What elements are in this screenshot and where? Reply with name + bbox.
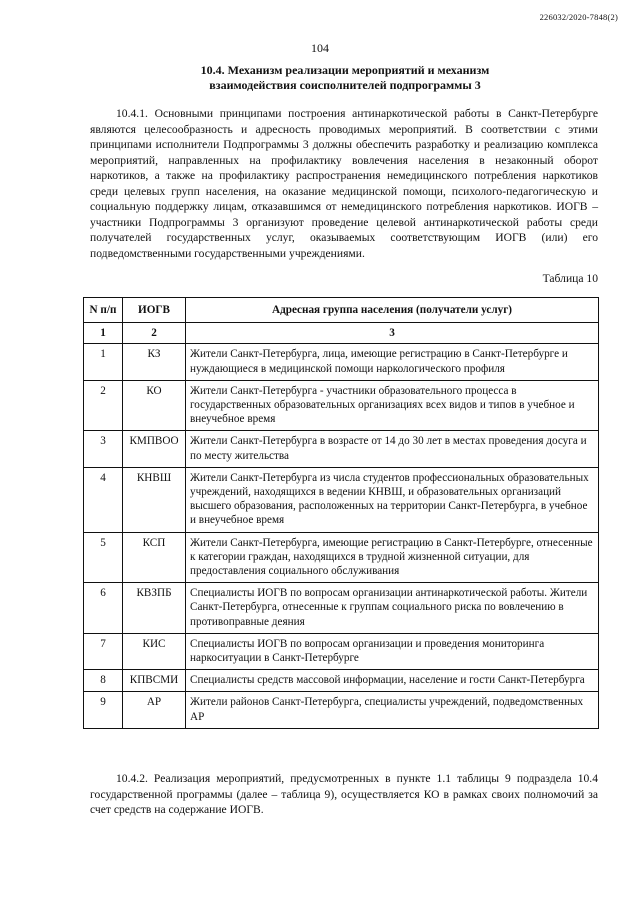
document-number: 226032/2020-7848(2)	[539, 12, 618, 22]
index-col-3: 3	[186, 323, 599, 344]
row-group: Жители Санкт-Петербурга в возрасте от 14 до 30 лет в местах проведения досуга и по месту жительства	[186, 431, 599, 467]
table-index-row	[84, 323, 599, 344]
table-caption: Таблица 10	[542, 272, 598, 285]
row-number: 5	[84, 532, 123, 583]
section-title-line-2: взаимодействия соисполнителей подпрограммы 3	[209, 78, 481, 92]
header-iogv: ИОГВ	[123, 298, 186, 323]
section-title-line-1: 10.4. Механизм реализации мероприятий и механизм	[200, 63, 490, 77]
index-col-2: 2	[123, 323, 186, 344]
row-number: 1	[84, 344, 123, 380]
section-heading	[90, 63, 600, 93]
row-iogv: КЗ	[123, 344, 186, 380]
row-number: 3	[84, 431, 123, 467]
paragraph-10-4-2-text: 10.4.2. Реализация мероприятий, предусмотренных в пункте 1.1 таблицы 9 подраздела 10.4 государственной программы (далее – таблица 9), осуществляется КО в рамках своих полномочий за счет средств на содержание ИОГВ.	[90, 772, 598, 816]
paragraph-10-4-1-text: 10.4.1. Основными принципами построения антинаркотической работы в Санкт-Петербурге являются целесообразность и адресность проводимых мероприятий. В соответствии с этими принципами исполнители Подпрограммы 3 должны обеспечить разработку и реализацию комплекса мероприятий, направленных на профилактику вовлечения населения в незаконный оборот наркотиков, а также на профилактику распространения немедицинского потребления наркотиков среди целевых групп населения, на оказание медицинской помощи, психолого-педагогическую и социальную поддержку лицам, отказавшимся от немедицинского потребления наркотиков. ИОГВ – участники Подпрограммы 3 организуют проведение целевой антинаркотической работы среди получателей государственных услуг, оказываемых соответствующим ИОГВ (или) его подведомственными государственными учреждениями.	[90, 107, 598, 260]
row-number: 8	[84, 670, 123, 692]
row-number: 2	[84, 380, 123, 431]
row-iogv: КСП	[123, 532, 186, 583]
row-iogv: КИС	[123, 633, 186, 669]
row-group: Специалисты ИОГВ по вопросам организации антинаркотической работы. Жители Санкт-Петербурга, отнесенные к группам социального риска по вовлечению в противоправные деяния	[186, 583, 599, 634]
row-number: 4	[84, 467, 123, 532]
paragraph-10-4-1	[90, 106, 598, 261]
row-group: Жители Санкт-Петербурга - участники образовательного процесса в государственных образовательных организациях всех видов и типов в учебное и внеучебное время	[186, 380, 599, 431]
header-group: Адресная группа населения (получатели услуг)	[186, 298, 599, 323]
index-col-1: 1	[84, 323, 123, 344]
header-number: N п/п	[84, 298, 123, 323]
addressee-table	[83, 297, 599, 729]
row-group: Жители Санкт-Петербурга, имеющие регистрацию в Санкт-Петербурге, отнесенные к категории граждан, находящихся в трудной жизненной ситуации, для предоставления социального обслуживания	[186, 532, 599, 583]
table-row	[84, 532, 599, 583]
row-iogv: КНВШ	[123, 467, 186, 532]
table-row	[84, 583, 599, 634]
table-row	[84, 431, 599, 467]
row-group: Специалисты ИОГВ по вопросам организации и проведения мониторинга наркоситуации в Санкт-Петербурге	[186, 633, 599, 669]
table-row	[84, 670, 599, 692]
row-iogv: АР	[123, 692, 186, 728]
table-row	[84, 633, 599, 669]
row-group: Жители Санкт-Петербурга, лица, имеющие регистрацию в Санкт-Петербурге и нуждающиеся в медицинской помощи наркологического профиля	[186, 344, 599, 380]
table-row	[84, 692, 599, 728]
row-number: 9	[84, 692, 123, 728]
row-iogv: КО	[123, 380, 186, 431]
table-row	[84, 344, 599, 380]
table-row	[84, 467, 599, 532]
row-number: 6	[84, 583, 123, 634]
row-group: Жители районов Санкт-Петербурга, специалисты учреждений, подведомственных АР	[186, 692, 599, 728]
row-group: Жители Санкт-Петербурга из числа студентов профессиональных образовательных учреждений, находящихся в ведении КНВШ, и образовательных организаций высшего образования, расположенных на территории Санкт-Петербурга, в учебное и внеучебное время	[186, 467, 599, 532]
row-number: 7	[84, 633, 123, 669]
table-row	[84, 380, 599, 431]
table-header-row	[84, 298, 599, 323]
row-iogv: КВЗПБ	[123, 583, 186, 634]
paragraph-10-4-2	[90, 771, 598, 818]
row-group: Специалисты средств массовой информации, население и гости Санкт-Петербурга	[186, 670, 599, 692]
row-iogv: КПВСМИ	[123, 670, 186, 692]
row-iogv: КМПВОО	[123, 431, 186, 467]
page-number: 104	[311, 41, 329, 55]
